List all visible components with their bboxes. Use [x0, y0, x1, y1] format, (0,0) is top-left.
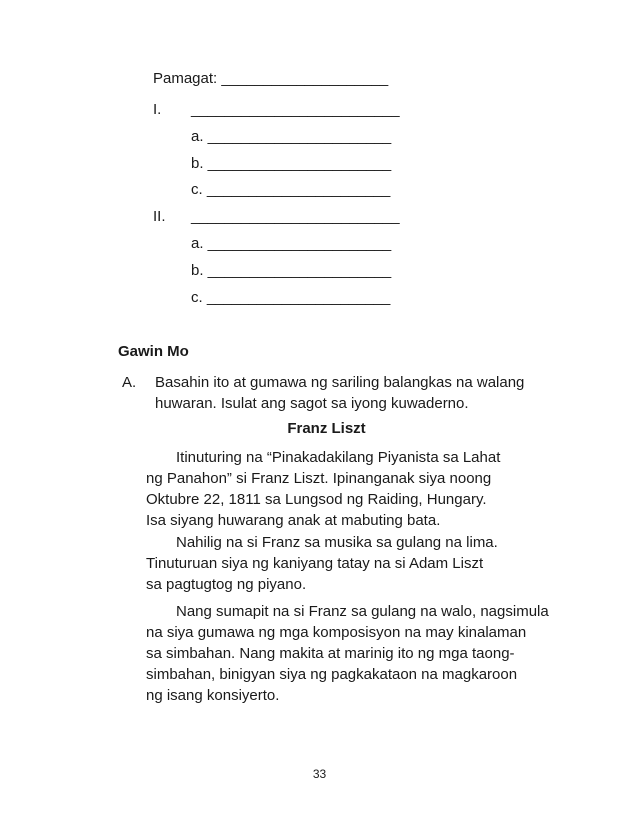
paragraph-2-line-3: sa pagtugtog ng piyano. — [146, 576, 307, 593]
paragraph-3-line-5: ng isang konsiyerto. — [146, 687, 280, 704]
paragraph-3-line-2: na siya gumawa ng mga komposisyon na may kinalaman — [146, 624, 527, 641]
outline-item-2a: a. ______________________ — [191, 235, 392, 252]
instruction-label: A. — [122, 374, 137, 391]
paragraph-1-line-4: Isa siyang huwarang anak at mabuting bata. — [146, 512, 441, 529]
paragraph-3-line-1: Nang sumapit na si Franz sa gulang na walo, nagsimula — [176, 603, 549, 620]
paragraph-2-line-2: Tinuturuan siya ng kaniyang tatay na si Adam Liszt — [146, 555, 484, 572]
page-number: 33 — [312, 767, 327, 781]
instruction-line-1: Basahin ito at gumawa ng sariling balangkas na walang — [155, 374, 525, 391]
outline-item-1a: a. ______________________ — [191, 128, 392, 145]
outline-item-2b: b. ______________________ — [191, 262, 392, 279]
outline-title-line: Pamagat: ____________________ — [153, 70, 389, 87]
outline-item-2c: c. ______________________ — [191, 289, 391, 306]
outline-roman-1: I. — [153, 101, 162, 118]
paragraph-1-line-3: Oktubre 22, 1811 sa Lungsod ng Raiding, Hungary. — [146, 491, 487, 508]
paragraph-3-line-3: sa simbahan. Nang makita at marinig ito ng mga taong- — [146, 645, 515, 662]
story-title: Franz Liszt — [287, 420, 366, 437]
outline-blank-2: _________________________ — [191, 208, 400, 225]
outline-item-1c: c. ______________________ — [191, 181, 391, 198]
outline-roman-2: II. — [153, 208, 166, 225]
paragraph-1-line-1: Itinuturing na “Pinakadakilang Piyanista sa Lahat — [176, 449, 501, 466]
outline-blank-1: _________________________ — [191, 101, 400, 118]
instruction-line-2: huwaran. Isulat ang sagot sa iyong kuwaderno. — [155, 395, 469, 412]
section-heading: Gawin Mo — [118, 343, 189, 360]
paragraph-1-line-2: ng Panahon” si Franz Liszt. Ipinanganak siya noong — [146, 470, 492, 487]
paragraph-3-line-4: simbahan, binigyan siya ng pagkakataon na magkaroon — [146, 666, 518, 683]
outline-item-1b: b. ______________________ — [191, 155, 392, 172]
paragraph-2-line-1: Nahilig na si Franz sa musika sa gulang na lima. — [176, 534, 498, 551]
